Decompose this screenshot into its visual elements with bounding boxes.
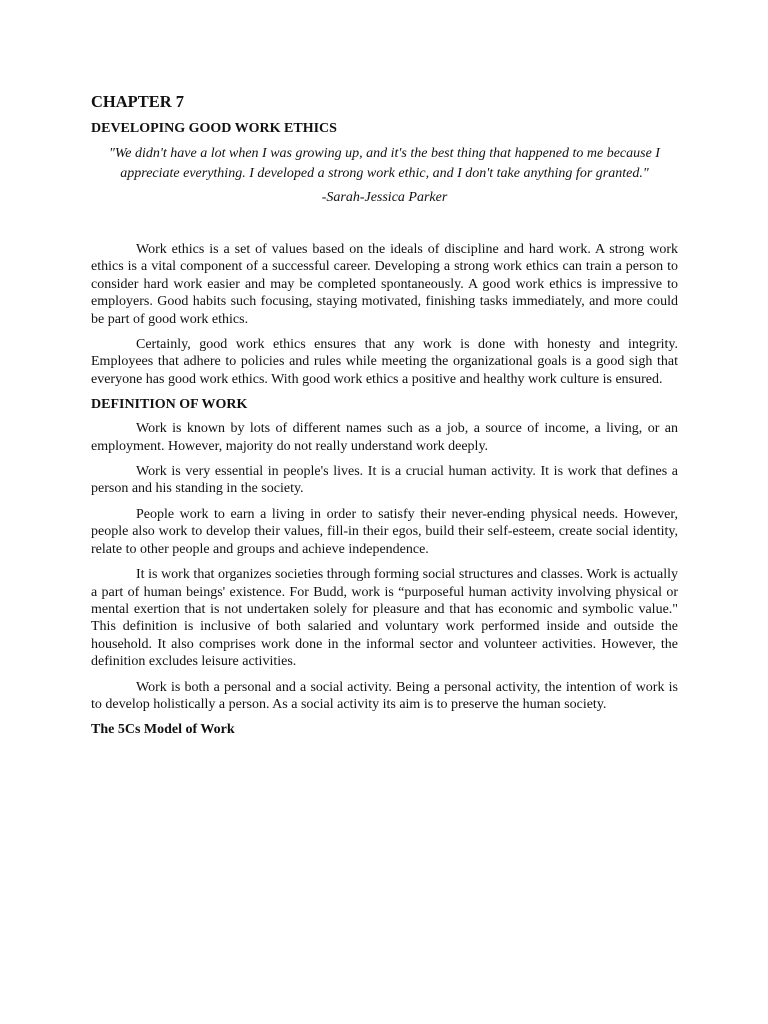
definition-paragraph: It is work that organizes societies through forming social structures and classes. Work is actually a part of human beings' existence. For Budd, work is “purposeful human activity involving physical or mental exertion that is not undertaken solely for pleasure and that has economic and symbolic value." This definition is inclusive of both salaried and voluntary work performed inside and outside the household. It also comprises work done in the informal sector and volunteer activities. However, the definition excludes leisure activities. [91,567,678,670]
document-page [91,92,678,739]
epigraph-quote: "We didn't have a lot when I was growing up, and it's the best thing that happened to me because I appreciate everything. I developed a strong work ethic, and I don't take anything for granted." [109,146,660,181]
definition-heading: DEFINITION OF WORK [91,397,248,413]
intro-paragraph: Work ethics is a set of values based on the ideals of discipline and hard work. A strong work ethics is a vital component of a successful career. Developing a strong work ethics can train a person to consider hard work easier and may be completed spontaneously. A good work ethics is impressive to employers. Good habits such focusing, staying motivated, finishing tasks immediately, and more could be part of good work ethics. [91,242,678,327]
definition-paragraph: Work is both a personal and a social activity. Being a personal activity, the intention of work is to develop holistically a person. As a social activity its aim is to preserve the human society. [91,679,678,712]
model-heading: The 5Cs Model of Work [91,722,235,738]
chapter-title: DEVELOPING GOOD WORK ETHICS [91,121,337,136]
definition-paragraph: Work is very essential in people's lives. It is a crucial human activity. It is work that defines a person and his standing in the society. [91,464,678,497]
spacer [91,208,678,241]
definition-paragraph: Work is known by lots of different names such as a job, a source of income, a living, or an employment. However, majority do not really understand work deeply. [91,421,678,454]
epigraph-attribution: -Sarah-Jessica Parker [321,190,448,205]
definition-paragraph: People work to earn a living in order to satisfy their never-ending physical needs. However, people also work to develop their values, fill-in their egos, build their self-esteem, create social identity, relate to other people and groups and achieve independence. [91,506,678,557]
chapter-label: CHAPTER 7 [91,92,185,111]
intro-paragraph: Certainly, good work ethics ensures that any work is done with honesty and integrity. Employees that adhere to policies and rules while meeting the organizational goals is a good sigh that everyone has good work ethics. With good work ethics a positive and healthy work culture is ensured. [91,337,678,387]
